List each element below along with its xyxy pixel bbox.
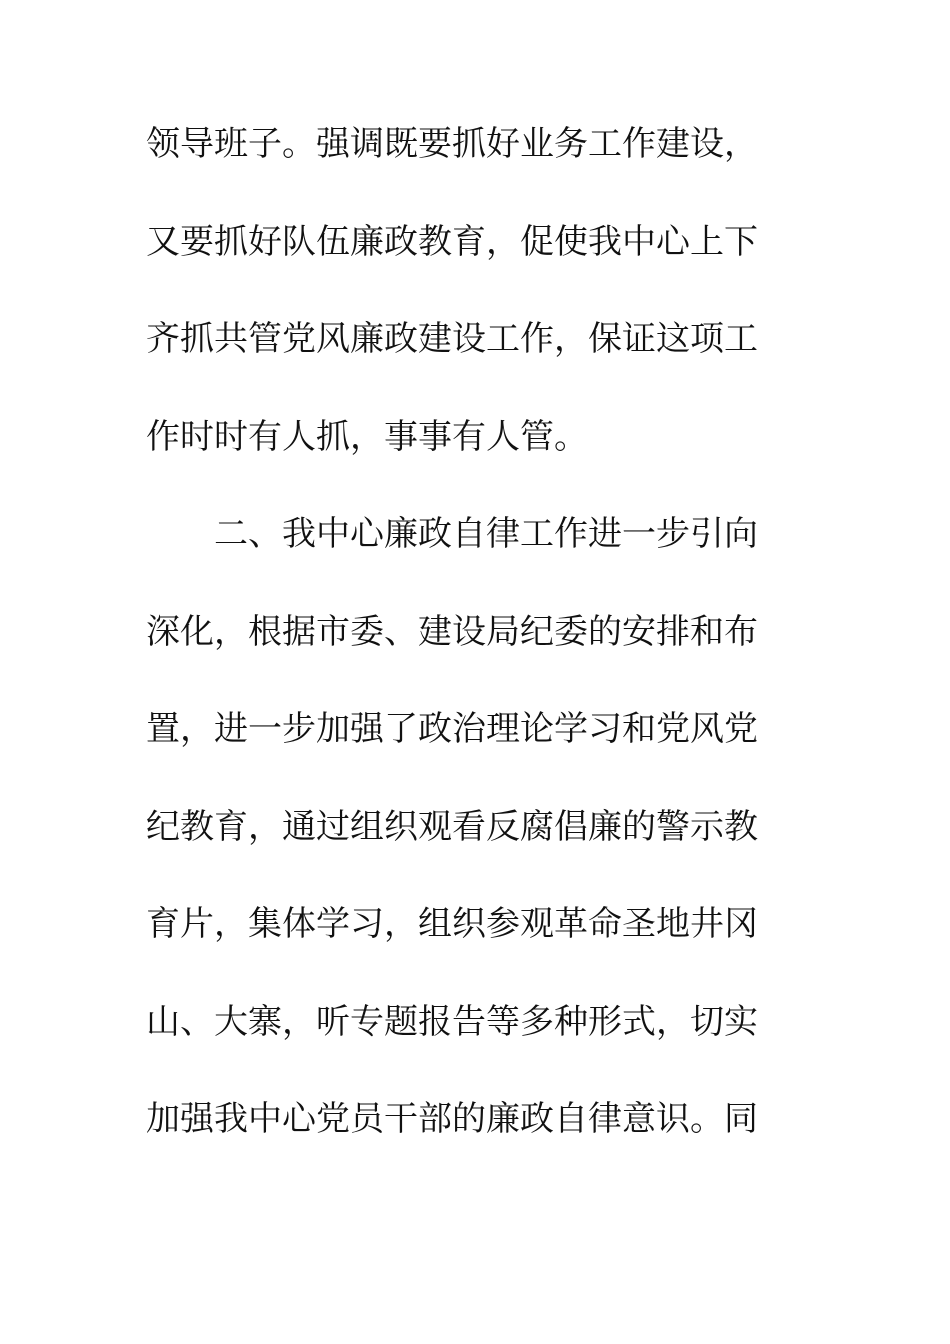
text-line: 齐抓共管党风廉政建设工作，保证这项工 <box>146 319 758 359</box>
text-line: 作时时有人抓，事事有人管。 <box>146 416 588 457</box>
text-line: 纪教育，通过组织观看反腐倡廉的警示教 <box>146 806 758 847</box>
body-text <box>146 124 786 1200</box>
paragraph-start-line: 二、我中心廉政自律工作进一步引向 <box>214 514 758 554</box>
text-line: 置，进一步加强了政治理论学习和党风党 <box>146 709 758 749</box>
text-line: 领导班子。强调既要抓好业务工作建设， <box>146 124 758 164</box>
text-line: 深化，根据市委、建设局纪委的安排和布 <box>146 611 758 652</box>
text-line: 山、大寨，听专题报告等多种形式，切实 <box>146 1001 758 1042</box>
text-line: 又要抓好队伍廉政教育，促使我中心上下 <box>146 221 758 262</box>
text-line: 育片，集体学习，组织参观革命圣地井冈 <box>146 904 758 944</box>
text-line: 加强我中心党员干部的廉政自律意识。同 <box>146 1099 758 1139</box>
